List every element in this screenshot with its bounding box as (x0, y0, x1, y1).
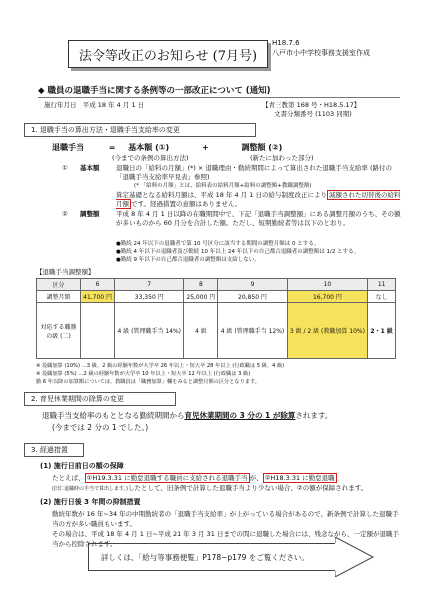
adjust-note: (新たに加わった部分) (250, 154, 314, 162)
formula-eq: = (108, 143, 116, 152)
item-1-number: ① (62, 164, 68, 172)
table-cell: 調整月額 (37, 291, 81, 303)
adjustment-item (62, 210, 402, 228)
table-head-cell: 11 (368, 279, 396, 291)
arrow-head-icon (335, 537, 375, 577)
transition-item-2-title: (2) 施行日後 3 年間の抑制措置 (40, 498, 141, 506)
item-1-note: (* 「給料の月額」とは、給料表の給料月額+給料の調整額+教職調整額) (134, 183, 312, 189)
table-cell: 2・1 級 (368, 303, 396, 359)
table-head-cell: 8 (184, 279, 218, 291)
basic-note: (今までの条例の算出方法) (112, 154, 189, 162)
reference-text: 詳しくは、「給与等事務便覧」P178~p179 をご覧ください。 (101, 552, 309, 562)
item-1-text-b-post: です。経過措置の意額はありません。 (131, 200, 242, 208)
bullet-item: ●勤続 9 年以下の自己都合退職者の調整額は支給しない。 (116, 257, 260, 263)
table-row (37, 303, 396, 359)
note-line: 勤 6 年以降の加算額については、教職員は「職務加算」欄をみると調整月額の区分となります。 (36, 379, 260, 385)
basic-amount-item (62, 164, 402, 209)
section-2-text-post: されます。 (295, 411, 333, 420)
item-text: が、 (249, 474, 263, 482)
item-text: たとえば、 (52, 474, 85, 482)
table-cell: 16,700 円 (287, 291, 368, 303)
divider (38, 97, 400, 98)
table-header-row (37, 279, 396, 291)
adjustment-table (36, 278, 396, 359)
formula-label: 退職手当 (52, 143, 84, 152)
item-text: その場合は、平成 18 年 4 月 1 日~平成 21 年 3 月 31 日までの間に退職した場合には、残念ながら、一定額が退職手当から控除されます。 (52, 530, 399, 548)
note-line: ※ 役職加算 (10%) …3 級、2 級の経験年数が大学卒 26 年以上・短大卒 28 年以上 (行政職は 5 級、4 級) (36, 363, 285, 369)
table-cell: 対応する職務の級 (二) (37, 303, 81, 359)
item-text: 勤続年数が 16 年~34 年の中期勤続者の「退職手当支給率」が上がっている場合があるので、新条例で計算した退職手当の方が多い職員もいます。 (52, 510, 399, 528)
notice-heading: ◆ 職員の退職手当に関する条例等の一部改正について (通知) (38, 86, 271, 96)
section-2-text (42, 410, 332, 421)
table-head-cell: 7 (115, 279, 184, 291)
table-cell (81, 303, 115, 359)
table-cell: 33,350 円 (115, 291, 184, 303)
table-row (37, 291, 396, 303)
reference-2: 文書分類番号 (1103 同期) (274, 110, 352, 118)
example-box-2: ②H18.3.31 に勤怠退職 (264, 474, 335, 482)
transition-item-1-title: (1) 施行日前日の額の保障 (40, 462, 124, 470)
section-2-text-pre: 退職手当支給率のもととなる勤続期間から (42, 411, 185, 420)
bullet-item: ●勤続 24 年以下の退職者で第 10 号区分に該当する期間の調整月額は 0 とする。 (116, 241, 320, 247)
bullet-list (116, 240, 406, 264)
issuer: 八戸市小中学校事務支援室作成 (272, 49, 370, 57)
table-cell: なし (368, 291, 396, 303)
table-cell: 4 級 (管理職手当 12%) (218, 303, 287, 359)
reference-1: 【青三教第 168 号・H18.5.17】 (262, 101, 361, 109)
item-1-text-b: 算定基礎となる給料月額は、平成 18 年 4 月 1 日の給与制度改正により (116, 191, 327, 199)
item-1-label: 基本額 (80, 164, 100, 172)
item-2-label: 調整額 (80, 210, 100, 218)
childcare-deduction: 育児休業期間の 3 分の 1 が除算 (184, 411, 296, 420)
table-head-cell: 10 (287, 279, 368, 291)
formula-adjust: 調整額 (②) (241, 143, 283, 152)
table-head-cell: 6 (81, 279, 115, 291)
item-text: (旧仁退職時の手当で算出します。) (52, 486, 129, 492)
bullet-item: ●勤続 4 年以下の退職者及び勤続 10 年以上 24 年以下の自己都合退職者の調整額は 1/2 とする。 (116, 249, 360, 255)
table-head-cell: 区分 (37, 279, 81, 291)
table-cell: 25,000 円 (184, 291, 218, 303)
table-head-cell: 9 (218, 279, 287, 291)
effective-date-label: 施行年月日 (44, 101, 77, 109)
formula (52, 142, 282, 153)
item-2-text: 平成 8 年 4 月 1 日以降の在職期間中で、下記「退職手当調整額」にある調整月額のうち、その額が多いものから 60 月分を合計した額。ただし、短期勤続者等は以下のとおり。 (116, 210, 401, 227)
page-title: 法令等改正のお知らせ (7月号) (68, 40, 268, 68)
table-cell: 4 級 (184, 303, 218, 359)
section-3-title: 3. 経過措置 (24, 443, 84, 457)
example-box-1: ①H19.3.31 に勤怠退職する職員に支給される退職手当 (86, 474, 248, 482)
section-1-title: 1. 退職手当の算出方法・退職手当支給率の変更 (24, 123, 256, 137)
formula-plus: + (201, 143, 209, 152)
issue-date: H18.7.6 (272, 39, 300, 47)
reduced-salary-highlight: 減額された切替後の給料月額 (116, 191, 401, 208)
formula-basic: 基本額 (①) (128, 143, 170, 152)
header-meta (272, 38, 370, 58)
table-notes (36, 362, 406, 386)
transition-item-1-text (52, 473, 402, 494)
section-2-text-2: (今までは 2 分の 1 でした。) (52, 423, 149, 432)
effective-date (44, 101, 144, 110)
table-cell: 3 級 / 2 級 (教職加算 10%) (287, 303, 368, 359)
reference-arrow (88, 543, 336, 571)
effective-date-value: 平成 18 年 4 月 1 日 (82, 101, 145, 109)
table-title: 【退職手当調整額】 (36, 268, 95, 276)
table-cell: 41,700 円 (81, 291, 115, 303)
item-2-number: ② (62, 210, 68, 218)
item-1-text: 退職日の「給料の月額」(*) × 退職理由・勤続期間によって算出された退職手当支給率 (路付の「退職手当支給率早見表」参照) (116, 164, 393, 181)
table-cell: 20,850 円 (218, 291, 287, 303)
note-line: ※ 役職加算 (5%) …2 級の経験年数が大学卒 10 年以上・短大卒 12 年以上 (行政職は 3 級) (36, 371, 251, 377)
section-2-title: 2. 育児休業期間の除算の変更 (24, 392, 176, 406)
table-cell: 4 級 (管理職手当 14%) (115, 303, 184, 359)
item-text: したとして、旧条例で計算した退職手当より少ない場合、②の額が保障されます。 (128, 484, 368, 492)
